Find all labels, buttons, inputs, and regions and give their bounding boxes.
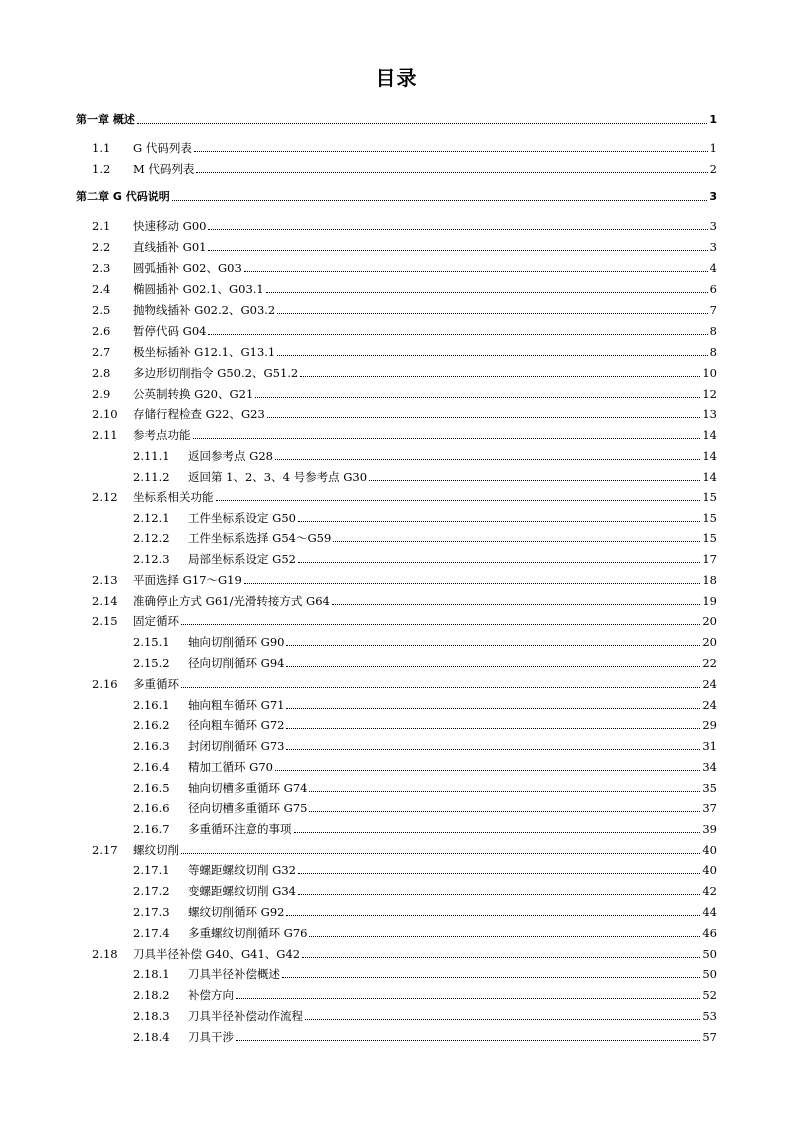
toc-entry-number: 2.10 xyxy=(92,407,118,421)
toc-entry-number: 1.2 xyxy=(92,162,111,176)
toc-entry-number: 2.8 xyxy=(92,366,111,380)
dot-leader xyxy=(194,140,708,152)
toc-entry-page-number: 18 xyxy=(702,573,717,587)
toc-entry-label: 等螺距螺纹切削 G32 xyxy=(188,863,296,877)
toc-entry-page-number: 3 xyxy=(709,190,717,203)
toc-entry-page-number: 37 xyxy=(702,801,717,815)
toc-entry-number: 2.16.1 xyxy=(133,698,170,712)
dot-leader xyxy=(216,489,701,501)
dot-leader xyxy=(286,634,700,646)
toc-entry-line xyxy=(133,218,717,234)
toc-entry-line xyxy=(188,821,717,837)
toc-entry-number: 2.11.2 xyxy=(133,470,170,484)
toc-entry-line xyxy=(188,759,717,775)
dot-leader xyxy=(181,613,700,625)
toc-entry-line xyxy=(188,551,717,567)
toc-entry-line xyxy=(133,427,717,443)
toc-entry[interactable] xyxy=(0,821,793,837)
toc-entry-line xyxy=(188,530,717,546)
toc-entry-page-number: 8 xyxy=(709,324,717,338)
dot-leader xyxy=(236,1029,700,1041)
toc-entry-page-number: 13 xyxy=(702,407,717,421)
toc-entry-label: 抛物线插补 G02.2、G03.2 xyxy=(133,303,276,317)
dot-leader xyxy=(294,821,701,833)
dot-leader xyxy=(208,218,707,230)
toc-entry-number: 2.18.2 xyxy=(133,988,170,1002)
toc-entry-page-number: 19 xyxy=(702,594,717,608)
toc-entry-label: 快速移动 G00 xyxy=(133,219,207,233)
toc-entry-label: 存储行程检查 G22、G23 xyxy=(133,407,265,421)
toc-entry-line xyxy=(133,302,717,318)
toc-entry-line xyxy=(188,966,717,982)
toc-entry-page-number: 39 xyxy=(702,822,717,836)
toc-entry-label: 固定循环 xyxy=(133,614,179,628)
toc-entry-label: 轴向切削循环 G90 xyxy=(188,635,285,649)
toc-entry-page-number: 40 xyxy=(702,843,717,857)
toc-entry-line xyxy=(188,780,717,796)
dot-leader xyxy=(244,572,701,584)
toc-entry-line xyxy=(133,613,717,629)
dot-leader xyxy=(309,925,700,937)
toc-entry-page-number: 8 xyxy=(709,345,717,359)
toc-entry-line xyxy=(133,161,717,177)
toc-entry[interactable] xyxy=(0,140,793,156)
toc-entry[interactable] xyxy=(0,613,793,629)
toc-entry-page-number: 7 xyxy=(709,303,717,317)
toc-entry-number: 1.1 xyxy=(92,141,111,155)
toc-entry-page-number: 29 xyxy=(702,718,717,732)
toc-entry[interactable] xyxy=(0,489,793,505)
dot-leader xyxy=(298,510,700,522)
toc-entry-line xyxy=(188,738,717,754)
toc-entry-line xyxy=(133,593,717,609)
toc-entry-page-number: 44 xyxy=(702,905,717,919)
toc-entry-number: 2.5 xyxy=(92,303,111,317)
dot-leader xyxy=(275,759,700,771)
toc-entry[interactable] xyxy=(0,946,793,962)
toc-entry-line xyxy=(133,260,717,276)
toc-entry-line xyxy=(188,448,717,464)
toc-entry-page-number: 50 xyxy=(702,967,717,981)
toc-entry-label: 返回参考点 G28 xyxy=(188,449,273,463)
dot-leader xyxy=(255,386,700,398)
toc-entry[interactable] xyxy=(0,448,793,464)
dot-leader xyxy=(193,427,701,439)
dot-leader xyxy=(298,551,700,563)
toc-entry-page-number: 20 xyxy=(702,635,717,649)
toc-entry-label: 变螺距螺纹切削 G34 xyxy=(188,884,296,898)
toc-entry-number: 2.3 xyxy=(92,261,111,275)
toc-entry-number: 2.12.2 xyxy=(133,531,170,545)
toc-entry[interactable] xyxy=(0,365,793,381)
toc-entry-line xyxy=(133,365,717,381)
toc-entry-page-number: 17 xyxy=(702,552,717,566)
toc-entry-line xyxy=(188,655,717,671)
toc-entry-label: 直线插补 G01 xyxy=(133,240,207,254)
dot-leader xyxy=(298,862,700,874)
dot-leader xyxy=(286,717,700,729)
toc-entry-number: 2.1 xyxy=(92,219,111,233)
toc-entry-page-number: 46 xyxy=(702,926,717,940)
toc-entry-label: 第二章 G 代码说明 xyxy=(76,190,170,203)
dot-leader xyxy=(137,112,708,124)
toc-entry-page-number: 1 xyxy=(709,141,717,155)
toc-entry-page-number: 15 xyxy=(702,531,717,545)
dot-leader xyxy=(266,281,708,293)
toc-entry-label: 螺纹切削循环 G92 xyxy=(188,905,285,919)
toc-entry[interactable] xyxy=(0,883,793,899)
toc-entry-line xyxy=(188,904,717,920)
toc-entry-label: 圆弧插补 G02、G03 xyxy=(133,261,242,275)
toc-entry-page-number: 31 xyxy=(702,739,717,753)
toc-entry-label: 暂停代码 G04 xyxy=(133,324,207,338)
toc-entry-label: M 代码列表 xyxy=(133,162,195,176)
toc-entry-label: 轴向切槽多重循环 G74 xyxy=(188,781,308,795)
dot-leader xyxy=(302,946,700,958)
toc-entry-number: 2.4 xyxy=(92,282,111,296)
dot-leader xyxy=(286,904,700,916)
page-title: 目录 xyxy=(375,66,418,90)
toc-entry-number: 2.16.4 xyxy=(133,760,170,774)
toc-entry-page-number: 15 xyxy=(702,511,717,525)
toc-entry-number: 2.18.3 xyxy=(133,1009,170,1023)
toc-entry-label: 螺纹切削 xyxy=(133,843,179,857)
dot-leader xyxy=(277,302,707,314)
dot-leader xyxy=(309,780,700,792)
toc-entry[interactable] xyxy=(0,469,793,485)
toc-entry-page-number: 50 xyxy=(702,947,717,961)
toc-entry[interactable] xyxy=(0,302,793,318)
toc-entry-page-number: 6 xyxy=(709,282,717,296)
toc-entry-line xyxy=(133,489,717,505)
toc-entry-page-number: 14 xyxy=(702,449,717,463)
toc-entry-label: 返回第 1、2、3、4 号参考点 G30 xyxy=(188,470,368,484)
dot-leader xyxy=(267,406,701,418)
toc-entry-page-number: 35 xyxy=(702,781,717,795)
toc-entry-page-number: 57 xyxy=(702,1030,717,1044)
toc-entry-line xyxy=(133,344,717,360)
toc-entry[interactable] xyxy=(0,925,793,941)
toc-entry-line xyxy=(133,386,717,402)
toc-entry[interactable] xyxy=(0,800,793,816)
toc-entry-number: 2.7 xyxy=(92,345,111,359)
toc-entry-page-number: 24 xyxy=(702,698,717,712)
toc-entry-line xyxy=(76,112,717,128)
toc-entry-line xyxy=(133,946,717,962)
toc-entry-number: 2.16.5 xyxy=(133,781,170,795)
dot-leader xyxy=(309,800,700,812)
toc-entry-label: 精加工循环 G70 xyxy=(188,760,273,774)
toc-entry-page-number: 14 xyxy=(702,428,717,442)
toc-entry[interactable] xyxy=(0,260,793,276)
toc-entry-label: 多边形切削指令 G50.2、G51.2 xyxy=(133,366,299,380)
toc-entry[interactable] xyxy=(0,862,793,878)
dot-leader xyxy=(181,842,700,854)
toc-entry-line xyxy=(188,1029,717,1045)
toc-entry-page-number: 40 xyxy=(702,863,717,877)
toc-entry[interactable] xyxy=(0,738,793,754)
toc-entry[interactable] xyxy=(0,842,793,858)
toc-entry-number: 2.15.1 xyxy=(133,635,170,649)
toc-entry-label: 局部坐标系设定 G52 xyxy=(188,552,296,566)
dot-leader xyxy=(181,676,700,688)
toc-entry-page-number: 52 xyxy=(702,988,717,1002)
toc-entry-label: 补偿方向 xyxy=(188,988,234,1002)
toc-entry-label: 刀具半径补偿动作流程 xyxy=(188,1009,303,1023)
toc-entry-line xyxy=(188,862,717,878)
dot-leader xyxy=(282,966,700,978)
toc-entry-page-number: 20 xyxy=(702,614,717,628)
toc-entry-label: 准确停止方式 G61/光滑转接方式 G64 xyxy=(133,594,330,608)
toc-entry-number: 2.16.3 xyxy=(133,739,170,753)
dot-leader xyxy=(333,530,700,542)
toc-entry-line xyxy=(133,406,717,422)
toc-entry[interactable] xyxy=(0,239,793,255)
toc-entry[interactable] xyxy=(0,344,793,360)
dot-leader xyxy=(208,239,707,251)
toc-entry[interactable] xyxy=(0,530,793,546)
toc-entry[interactable] xyxy=(0,406,793,422)
toc-entry-label: 工件坐标系选择 G54～G59 xyxy=(188,531,332,545)
toc-entry-line xyxy=(188,717,717,733)
toc-entry-label: G 代码列表 xyxy=(133,141,192,155)
toc-entry-line xyxy=(188,634,717,650)
toc-entry-page-number: 3 xyxy=(709,219,717,233)
dot-leader xyxy=(275,448,700,460)
toc-entry-number: 2.18 xyxy=(92,947,118,961)
toc-entry-number: 2.16.6 xyxy=(133,801,170,815)
toc-entry-line xyxy=(188,800,717,816)
toc-entry-line xyxy=(133,239,717,255)
toc-entry[interactable] xyxy=(0,427,793,443)
toc-entry-label: 椭圆插补 G02.1、G03.1 xyxy=(133,282,264,296)
toc-entry[interactable] xyxy=(0,218,793,234)
dot-leader xyxy=(208,323,707,335)
toc-entry[interactable] xyxy=(0,987,793,1003)
toc-entry-page-number: 14 xyxy=(702,470,717,484)
toc-entry-line xyxy=(188,925,717,941)
toc-entry[interactable] xyxy=(0,281,793,297)
toc-entry[interactable] xyxy=(0,572,793,588)
toc-entry-number: 2.14 xyxy=(92,594,118,608)
toc-entry-number: 2.2 xyxy=(92,240,111,254)
dot-leader xyxy=(369,469,700,481)
dot-leader xyxy=(286,738,700,750)
toc-entry-label: 轴向粗车循环 G71 xyxy=(188,698,285,712)
dot-leader xyxy=(300,365,700,377)
toc-entry-label: 刀具半径补偿概述 xyxy=(188,967,280,981)
toc-entry-page-number: 24 xyxy=(702,677,717,691)
toc-entry[interactable] xyxy=(0,593,793,609)
toc-entry[interactable] xyxy=(0,676,793,692)
toc-entry-label: 极坐标插补 G12.1、G13.1 xyxy=(133,345,276,359)
toc-chapter-entry[interactable] xyxy=(0,112,793,128)
toc-entry-line xyxy=(133,281,717,297)
dot-leader xyxy=(298,883,700,895)
toc-entry-label: 第一章 概述 xyxy=(76,113,135,126)
toc-entry-number: 2.17.4 xyxy=(133,926,170,940)
toc-entry-page-number: 3 xyxy=(709,240,717,254)
toc-entry-number: 2.18.1 xyxy=(133,967,170,981)
toc-entry[interactable] xyxy=(0,717,793,733)
toc-entry-number: 2.16 xyxy=(92,677,118,691)
toc-entry-line xyxy=(133,572,717,588)
toc-entry[interactable] xyxy=(0,386,793,402)
toc-entry-line xyxy=(188,883,717,899)
toc-entry[interactable] xyxy=(0,510,793,526)
toc-entry-line xyxy=(133,323,717,339)
toc-entry[interactable] xyxy=(0,1029,793,1045)
toc-entry-number: 2.12.3 xyxy=(133,552,170,566)
toc-entry-line xyxy=(133,842,717,858)
toc-entry-label: 封闭切削循环 G73 xyxy=(188,739,285,753)
toc-entry-line xyxy=(133,140,717,156)
dot-leader xyxy=(236,987,700,999)
toc-entry-page-number: 53 xyxy=(702,1009,717,1023)
toc-entry[interactable] xyxy=(0,323,793,339)
toc-entry[interactable] xyxy=(0,780,793,796)
toc-entry-line xyxy=(188,1008,717,1024)
toc-entry-number: 2.12.1 xyxy=(133,511,170,525)
toc-entry-number: 2.18.4 xyxy=(133,1030,170,1044)
toc-entry-number: 2.9 xyxy=(92,387,111,401)
toc-entry-number: 2.16.2 xyxy=(133,718,170,732)
toc-entry-number: 2.13 xyxy=(92,573,118,587)
toc-entry-page-number: 34 xyxy=(702,760,717,774)
toc-entry[interactable] xyxy=(0,904,793,920)
toc-entry-label: 径向切削循环 G94 xyxy=(188,656,285,670)
toc-entry-page-number: 12 xyxy=(702,387,717,401)
toc-entry-number: 2.12 xyxy=(92,490,118,504)
dot-leader xyxy=(305,1008,700,1020)
dot-leader xyxy=(332,593,701,605)
toc-entry-number: 2.6 xyxy=(92,324,111,338)
dot-leader xyxy=(277,344,707,356)
toc-entry[interactable] xyxy=(0,655,793,671)
toc-entry-line xyxy=(188,510,717,526)
toc-entry-label: 径向粗车循环 G72 xyxy=(188,718,285,732)
dot-leader xyxy=(286,655,700,667)
toc-entry[interactable] xyxy=(0,161,793,177)
toc-entry-label: 参考点功能 xyxy=(133,428,191,442)
toc-entry[interactable] xyxy=(0,759,793,775)
toc-entry-page-number: 22 xyxy=(702,656,717,670)
toc-entry-label: 刀具半径补偿 G40、G41、G42 xyxy=(133,947,301,961)
toc-entry-number: 2.17.2 xyxy=(133,884,170,898)
toc-entry[interactable] xyxy=(0,1008,793,1024)
toc-entry-number: 2.11 xyxy=(92,428,118,442)
toc-entry-page-number: 42 xyxy=(702,884,717,898)
dot-leader xyxy=(196,161,707,173)
toc-entry-label: 刀具干涉 xyxy=(188,1030,234,1044)
toc-entry-line xyxy=(76,189,717,205)
toc-entry-label: 坐标系相关功能 xyxy=(133,490,214,504)
toc-entry-number: 2.11.1 xyxy=(133,449,170,463)
toc-entry-label: 公英制转换 G20、G21 xyxy=(133,387,254,401)
toc-entry[interactable] xyxy=(0,551,793,567)
toc-entry-label: 平面选择 G17～G19 xyxy=(133,573,242,587)
toc-entry-label: 工件坐标系设定 G50 xyxy=(188,511,296,525)
toc-entry-line xyxy=(188,469,717,485)
toc-entry-number: 2.16.7 xyxy=(133,822,170,836)
toc-entry[interactable] xyxy=(0,697,793,713)
toc-entry-label: 多重循环 xyxy=(133,677,179,691)
toc-entry-line xyxy=(188,697,717,713)
toc-entry[interactable] xyxy=(0,966,793,982)
toc-entry-label: 径向切槽多重循环 G75 xyxy=(188,801,308,815)
toc-entry-page-number: 1 xyxy=(709,113,717,126)
toc-entry[interactable] xyxy=(0,634,793,650)
toc-chapter-entry[interactable] xyxy=(0,189,793,205)
dot-leader xyxy=(172,189,708,201)
toc-entry-page-number: 2 xyxy=(709,162,717,176)
toc-entry-number: 2.15.2 xyxy=(133,656,170,670)
toc-entry-number: 2.17 xyxy=(92,843,118,857)
toc-entry-number: 2.17.1 xyxy=(133,863,170,877)
toc-entry-page-number: 10 xyxy=(702,366,717,380)
toc-entry-number: 2.15 xyxy=(92,614,118,628)
toc-entry-line xyxy=(133,676,717,692)
dot-leader xyxy=(286,697,700,709)
toc-entry-number: 2.17.3 xyxy=(133,905,170,919)
toc-entry-label: 多重循环注意的事项 xyxy=(188,822,292,836)
toc-entry-page-number: 15 xyxy=(702,490,717,504)
dot-leader xyxy=(244,260,708,272)
toc-entry-page-number: 4 xyxy=(709,261,717,275)
toc-entry-label: 多重螺纹切削循环 G76 xyxy=(188,926,308,940)
toc-entry-line xyxy=(188,987,717,1003)
